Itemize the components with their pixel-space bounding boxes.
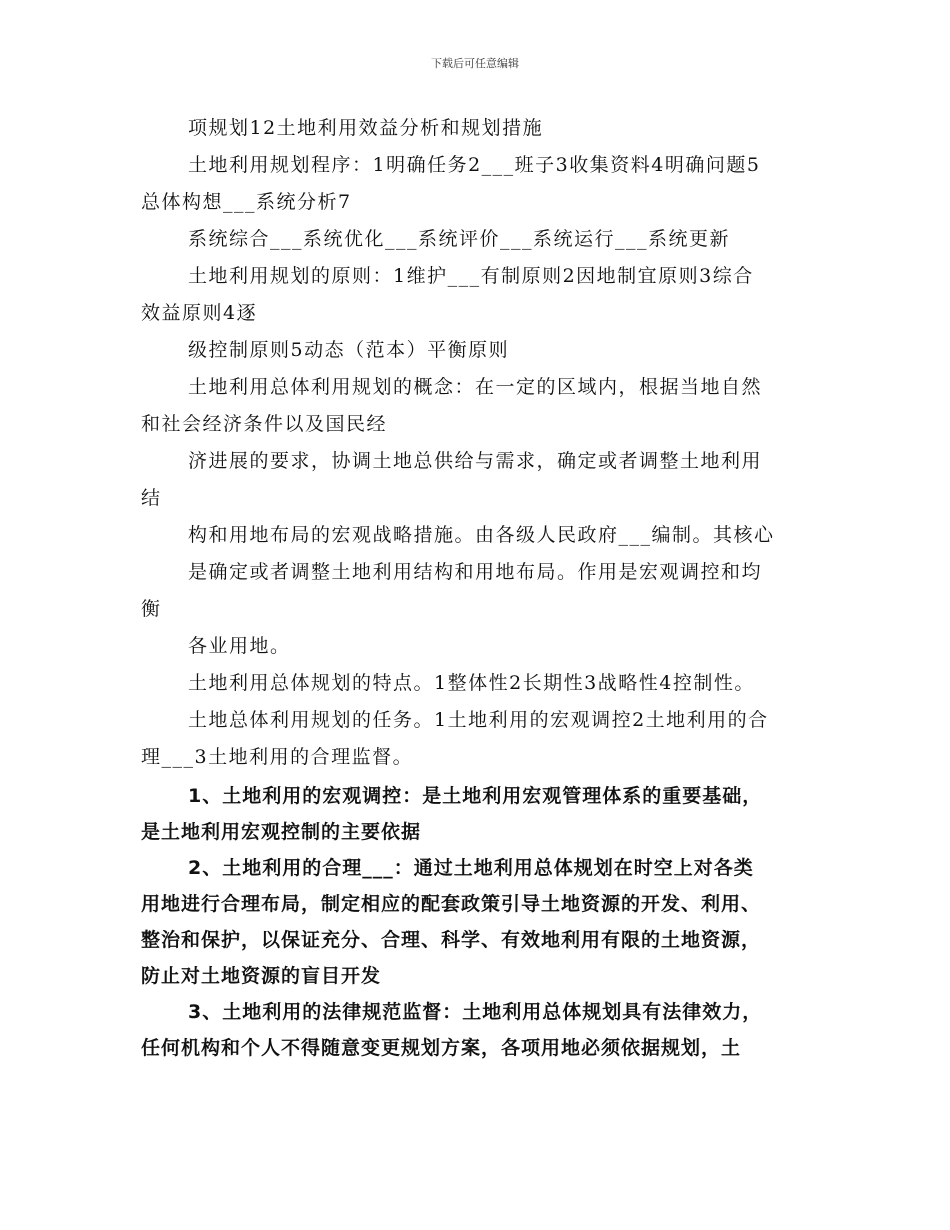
bold-text-line: 整治和保护，以保证充分、合理、科学、有效地利用有限的土地资源， [141,929,762,951]
text-line: 济进展的要求，协调土地总供给与需求，确定或者调整土地利用 [188,450,763,472]
text-line: 效益原则4逐 [141,302,258,324]
bold-text-line: 1、土地利用的宏观调控：是土地利用宏观管理体系的重要基础， [188,785,763,807]
text-line: 系统综合___系统优化___系统评价___系统运行___系统更新 [188,228,731,250]
text-line: 是确定或者调整土地利用结构和用地布局。作用是宏观调控和均 [188,561,763,583]
text-line: 级控制原则5动态（范本）平衡原则 [188,339,510,361]
text-line: 总体构想___系统分析7 [141,191,352,213]
text-line: 土地利用规划的原则：1维护___有制原则2因地制宜原则3综合 [188,265,754,287]
text-line: 土地总体利用规划的任务。1土地利用的宏观调控2土地利用的合 [188,709,769,731]
bold-text-line: 防止对土地资源的盲目开发 [141,965,382,987]
text-line: 土地利用总体利用规划的概念：在一定的区域内，根据当地自然 [188,376,763,398]
text-line: 衡 [141,598,162,620]
bold-text-line: 2、土地利用的合理___：通过土地利用总体规划在时空上对各类 [188,857,754,879]
text-line: 土地利用规划程序：1明确任务2___班子3收集资料4明确问题5 [188,154,761,176]
text-line: 和社会经济条件以及国民经 [141,413,388,435]
text-line: 结 [141,487,162,509]
text-line: 土地利用总体规划的特点。1整体性2长期性3战略性4控制性。 [188,672,755,694]
page-header: 下载后可任意编辑 [431,57,519,70]
text-line: 构和用地布局的宏观战略措施。由各级人民政府___编制。其核心 [188,524,775,546]
text-line: 各业用地。 [188,635,291,657]
bold-text-line: 任何机构和个人不得随意变更规划方案，各项用地必须依据规划，土 [141,1037,742,1059]
text-line: 理___3土地利用的合理监督。 [141,746,414,768]
bold-text-line: 用地进行合理布局，制定相应的配套政策引导土地资源的开发、利用、 [141,893,762,915]
bold-text-line: 3、土地利用的法律规范监督：土地利用总体规划具有法律效力， [188,1001,763,1023]
text-line: 项规划12土地利用效益分析和规划措施 [188,117,544,139]
bold-text-line: 是土地利用宏观控制的主要依据 [141,821,422,843]
document-body [141,110,821,1066]
